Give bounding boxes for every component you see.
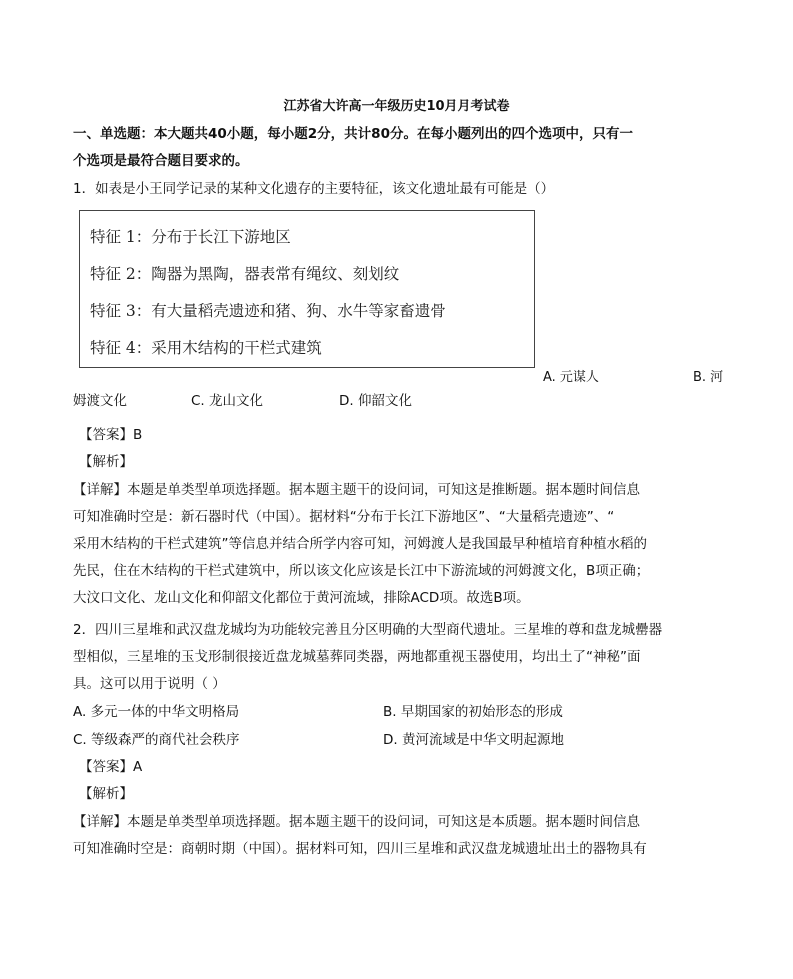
- q1-feature-4: 特征 4：采用木结构的干栏式建筑: [90, 339, 322, 357]
- q2-detail-line: 【详解】本题是单类型单项选择题。据本题主题干的设问词，可知这是本质题。据本题时间信息: [73, 814, 640, 830]
- q1-option-b-part2: 姆渡文化: [73, 393, 127, 409]
- q1-analysis-label: 【解析】: [79, 454, 133, 470]
- q2-option-b: B. 早期国家的初始形态的形成: [383, 704, 563, 720]
- q1-option-b-part1: B. 河: [693, 370, 724, 385]
- q1-answer: 【答案】B: [79, 427, 143, 443]
- q1-feature-1: 特征 1：分布于长江下游地区: [90, 228, 291, 246]
- q2-stem-line: 型相似，三星堆的玉戈形制很接近盘龙城墓葬同类器，两地都重视玉器使用，均出土了“神秘”面: [73, 649, 641, 665]
- q2-answer: 【答案】A: [79, 759, 143, 775]
- q1-option-d: D. 仰韶文化: [339, 393, 412, 409]
- q1-detail-line: 可知准确时空是：新石器时代（中国）。据材料“分布于长江下游地区”、“大量稻壳遗迹”、“: [73, 509, 615, 525]
- q2-analysis-label: 【解析】: [79, 786, 133, 802]
- section-heading-line2: 个选项是最符合题目要求的。: [73, 153, 249, 169]
- q1-feature-table: [79, 210, 535, 368]
- q1-option-c: C. 龙山文化: [191, 393, 264, 409]
- q1-detail-line: 【详解】本题是单类型单项选择题。据本题主题干的设问词，可知这是推断题。据本题时间信息: [73, 482, 640, 498]
- q2-option-d: D. 黄河流域是中华文明起源地: [383, 732, 564, 748]
- q2-option-a: A. 多元一体的中华文明格局: [73, 704, 240, 720]
- q1-feature-3: 特征 3：有大量稻壳遗迹和猪、狗、水牛等家畜遗骨: [90, 302, 446, 320]
- section-heading-line1: 一、单选题：本大题共40小题，每小题2分，共计80分。在每小题列出的四个选项中，只有一: [73, 126, 633, 142]
- q1-stem: 1．如表是小王同学记录的某种文化遗存的主要特征，该文化遗址最有可能是（）: [73, 181, 555, 197]
- q1-feature-2: 特征 2：陶器为黑陶，器表常有绳纹、刻划纹: [90, 265, 400, 283]
- q2-stem-line: 2．四川三星堆和武汉盘龙城均为功能较完善且分区明确的大型商代遗址。三星堆的尊和盘龙城罍器: [73, 622, 663, 638]
- document-title: 江苏省大许高一年级历史10月月考试卷: [283, 99, 510, 114]
- q1-option-a: A. 元谋人: [543, 370, 599, 385]
- q1-detail-line: 先民，住在木结构的干栏式建筑中，所以该文化应该是长江中下游流域的河姆渡文化，B项正确；: [73, 563, 650, 579]
- q1-detail-line: 大汶口文化、龙山文化和仰韶文化都位于黄河流域，排除ACD项。故选B项。: [73, 590, 530, 606]
- q2-detail-line: 可知准确时空是：商朝时期（中国）。据材料可知，四川三星堆和武汉盘龙城遗址出土的器物具有: [73, 841, 647, 857]
- q2-option-c: C. 等级森严的商代社会秩序: [73, 732, 240, 748]
- q1-detail-line: 采用木结构的干栏式建筑”等信息并结合所学内容可知，河姆渡人是我国最早种植培育种植水稻的: [73, 536, 647, 552]
- q2-stem-line: 具。这可以用于说明（ ）: [73, 676, 226, 692]
